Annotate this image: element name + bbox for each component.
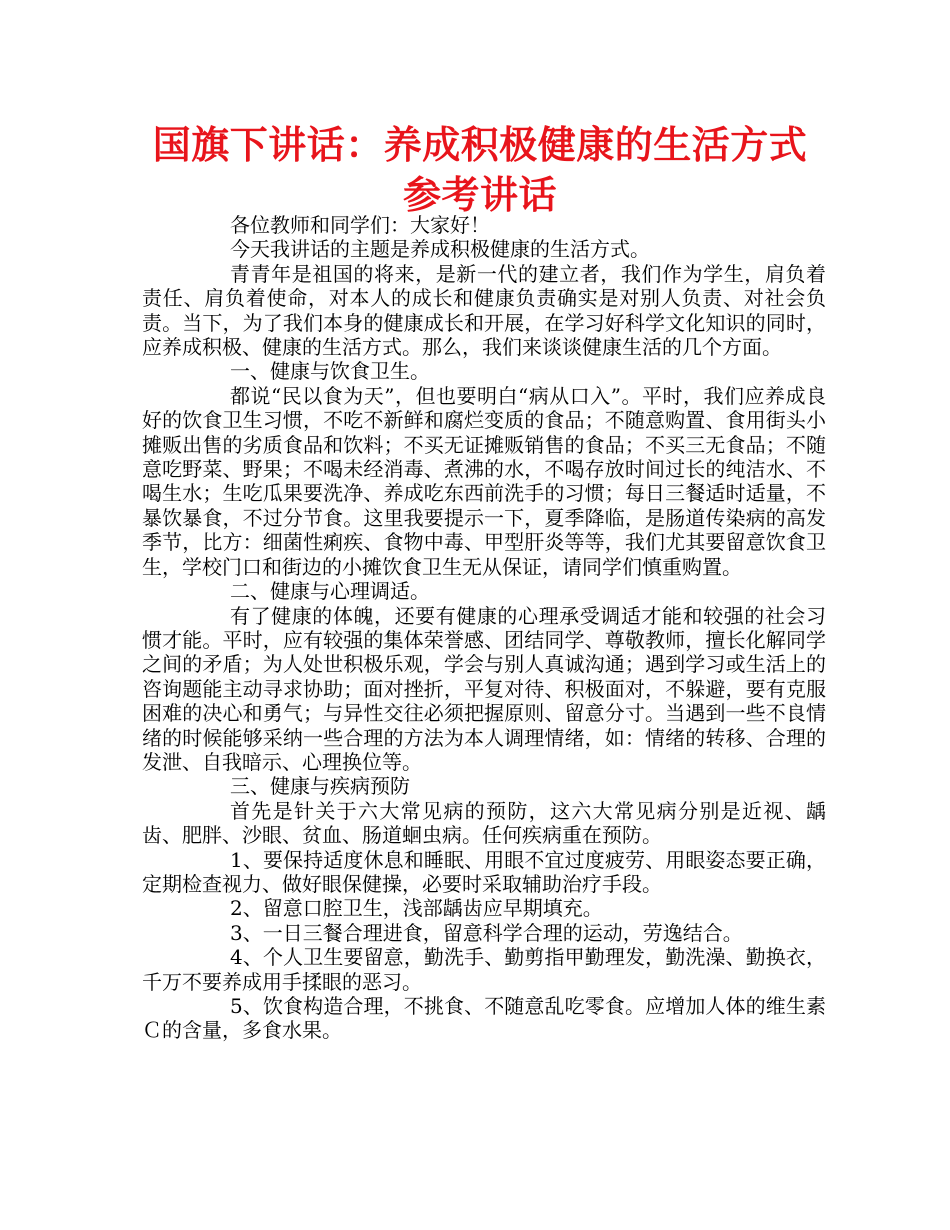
list-item: 4、个人卫生要留意，勤洗手、勤剪指甲勤理发，勤洗澡、勤换衣，千万不要养成用手揉眼的恶习。 [142,945,826,994]
section-heading: 三、健康与疾病预防 [230,774,410,799]
list-item: 2、留意口腔卫生，浅部龋齿应早期填充。 [230,896,603,921]
paragraph: 都说“民以食为天”，但也要明白“病从口入”。平时，我们应养成良好的饮食卫生习惯，不吃不新鲜和腐烂变质的食品；不随意购置、食用街头小摊贩出售的劣质食品和饮料；不买无证摊贩销售的食品；不买三无食品；不随意吃野菜、野果；不喝未经消毒、煮沸的水，不喝存放时间过长的纯洁水、不喝生水；生吃瓜果要洗净、养成吃东西前洗手的习惯；每日三餐适时适量，不暴饮暴食，不过分节食。这里我要提示一下，夏季降临，是肠道传染病的高发季节，比方：细菌性痢疾、食物中毒、甲型肝炎等等，我们尤其要留意饮食卫生，学校门口和街边的小摊饮食卫生无从保证，请同学们慎重购置。 [142,383,826,579]
section-heading: 二、健康与心理调适。 [230,579,430,604]
list-item: 1、要保持适度休息和睡眠、用眼不宜过度疲劳、用眼姿态要正确，定期检查视力、做好眼保健操，必要时采取辅助治疗手段。 [142,847,826,896]
paragraph: 各位教师和同学们：大家好！ [230,213,490,237]
paragraph: 有了健康的体魄，还要有健康的心理承受调适才能和较强的社会习惯才能。平时，应有较强的集体荣誉感、团结同学、尊敬教师，擅长化解同学之间的矛盾；为人处世积极乐观，学会与别人真诚沟通；遇到学习或生活上的咨询题能主动寻求协助；面对挫折，平复对待、积极面对，不躲避，要有克服困难的决心和勇气；与异性交往必须把握原则、留意分寸。当遇到一些不良情绪的时候能够采纳一些合理的方法为本人调理情绪，如：情绪的转移、合理的发泄、自我暗示、心理换位等。 [142,603,826,774]
section-heading: 一、健康与饮食卫生。 [230,359,430,384]
paragraph: 首先是针关于六大常见病的预防，这六大常见病分别是近视、龋齿、肥胖、沙眼、贫血、肠道蛔虫病。任何疾病重在预防。 [142,798,826,848]
document-title: 国旗下讲话：养成积极健康的生活方式参考讲话 [152,123,808,217]
paragraph: 青青年是祖国的将来，是新一代的建立者，我们作为学生，肩负着责任、肩负着使命，对本人的成长和健康负责确实是对别人负责、对社会负责。当下，为了我们本身的健康成长和开展，在学习好科学文化知识的同时，应养成积极、健康的生活方式。那么，我们来谈谈健康生活的几个方面。 [142,261,826,360]
paragraph: 今天我讲话的主题是养成积极健康的生活方式。 [230,237,650,262]
list-item: 3、一日三餐合理进食，留意科学合理的运动，劳逸结合。 [230,920,743,945]
list-item: 5、饮食构造合理，不挑食、不随意乱吃零食。应增加人体的维生素Ｃ的含量，多食水果。 [142,994,826,1043]
document-body [142,213,826,1043]
